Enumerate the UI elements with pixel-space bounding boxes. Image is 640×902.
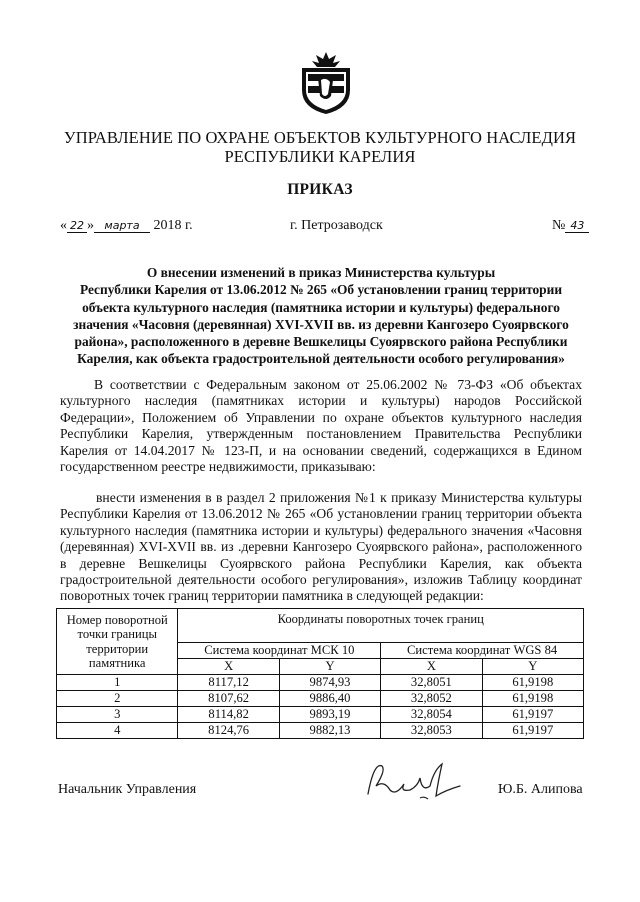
msk-y-value: 9882,13 xyxy=(279,723,380,739)
msk-x-value: 8114,82 xyxy=(178,707,279,723)
order-paragraph: внести изменения в в раздел 2 приложения №1 к приказу Министерства культуры Республики Карелия от 13.06.2012 № 265 «Об установлении границ территории объекта культурного наследия (памятника истории и культуры) федерального значения «Часовня (деревянная) XVI-XVII вв. из .деревни Кангозеро Суоярвского района», расположенного в деревне Вешкелицы Суоярвского района Республики Карелия, как объекта градостроительной деятельности особого регулирования», изложив Таблицу координат поворотных точек границ территории памятника в следующей редакции: xyxy=(60,490,582,604)
msk-x-value: 8107,62 xyxy=(178,691,279,707)
signatory-role: Начальник Управления xyxy=(58,782,197,797)
wgs-x-value: 32,8051 xyxy=(381,675,482,691)
subject-line-1: О внесении изменений в приказ Министерства культуры xyxy=(146,265,496,280)
wgs-x-value: 32,8053 xyxy=(381,723,482,739)
header-system-msk10: Система координат МСК 10 xyxy=(178,643,381,659)
order-number xyxy=(552,218,589,234)
header-coordinates: Координаты поворотных точек границ xyxy=(178,609,584,643)
subject-line-6: Карелия, как объекта градостроительной деятельности особого регулирования» xyxy=(77,351,565,367)
date-quote-close: » xyxy=(87,218,94,233)
preamble-paragraph: В соответствии с Федеральным законом от 25.06.2002 № 73-ФЗ «Об объектах культурного наследия (памятниках истории и культуры) народов Российской Федерации», Положением об Управлении по охране объектов культурного наследия Республики Карелия, утвержденным постановлением Правительства Республики Карелия от 14.04.2017 № 123-П, и на основании сведений, содержащихся в Едином государственном реестре недвижимости, приказываю: xyxy=(60,377,582,475)
date-day: 22 xyxy=(67,219,87,233)
organization-line-1: УПРАВЛЕНИЕ ПО ОХРАНЕ ОБЪЕКТОВ КУЛЬТУРНОГО НАСЛЕДИЯ xyxy=(63,128,577,147)
document-type: ПРИКАЗ xyxy=(287,181,353,198)
wgs-y-value: 61,9197 xyxy=(482,723,583,739)
order-city: г. Петрозаводск xyxy=(290,218,383,233)
table-row xyxy=(57,675,584,691)
wgs-x-value: 32,8054 xyxy=(381,707,482,723)
point-number: 3 xyxy=(57,707,178,723)
organization-line-2: РЕСПУБЛИКИ КАРЕЛИЯ xyxy=(224,147,416,166)
wgs-y-value: 61,9198 xyxy=(482,675,583,691)
subject-line-5: района», расположенного в деревне Вешкелицы Суоярвского района Республики xyxy=(74,334,568,350)
organization-name xyxy=(0,128,640,166)
date-year: 2018 г. xyxy=(153,218,193,233)
date-quote-open: « xyxy=(60,218,67,233)
header-system-wgs84: Система координат WGS 84 xyxy=(381,643,584,659)
wgs-y-value: 61,9197 xyxy=(482,707,583,723)
header-point-number: Номер поворотной точки границы территории памятника xyxy=(57,609,178,675)
table-row xyxy=(57,707,584,723)
coordinates-table xyxy=(56,608,584,739)
subject-line-3: объекта культурного наследия (памятника истории и культуры) федерального xyxy=(82,299,560,315)
msk-x-value: 8117,12 xyxy=(178,675,279,691)
number-sign: № xyxy=(552,218,566,233)
header-wgs-y: Y xyxy=(482,659,583,675)
subject-line-4: значения «Часовня (деревянная) XVI-XVII вв. из деревни Кангозеро Суоярвского xyxy=(73,316,569,332)
point-number: 4 xyxy=(57,723,178,739)
wgs-y-value: 61,9198 xyxy=(482,691,583,707)
number-value: 43 xyxy=(565,219,589,233)
date-month: марта xyxy=(94,219,150,233)
point-number: 1 xyxy=(57,675,178,691)
wgs-x-value: 32,8052 xyxy=(381,691,482,707)
header-msk-y: Y xyxy=(279,659,380,675)
header-msk-x: X xyxy=(178,659,279,675)
signatory-name: Ю.Б. Алипова xyxy=(498,782,583,797)
msk-y-value: 9886,40 xyxy=(279,691,380,707)
msk-y-value: 9893,19 xyxy=(279,707,380,723)
point-number: 2 xyxy=(57,691,178,707)
coat-of-arms-emblem xyxy=(300,50,352,116)
subject-line-2: Республики Карелия от 13.06.2012 № 265 «Об установлении границ территории xyxy=(79,282,563,298)
handwritten-signature xyxy=(360,756,470,804)
msk-y-value: 9874,93 xyxy=(279,675,380,691)
order-subject xyxy=(60,264,582,368)
order-date xyxy=(60,218,193,234)
msk-x-value: 8124,76 xyxy=(178,723,279,739)
table-row xyxy=(57,691,584,707)
header-wgs-x: X xyxy=(381,659,482,675)
table-row xyxy=(57,723,584,739)
